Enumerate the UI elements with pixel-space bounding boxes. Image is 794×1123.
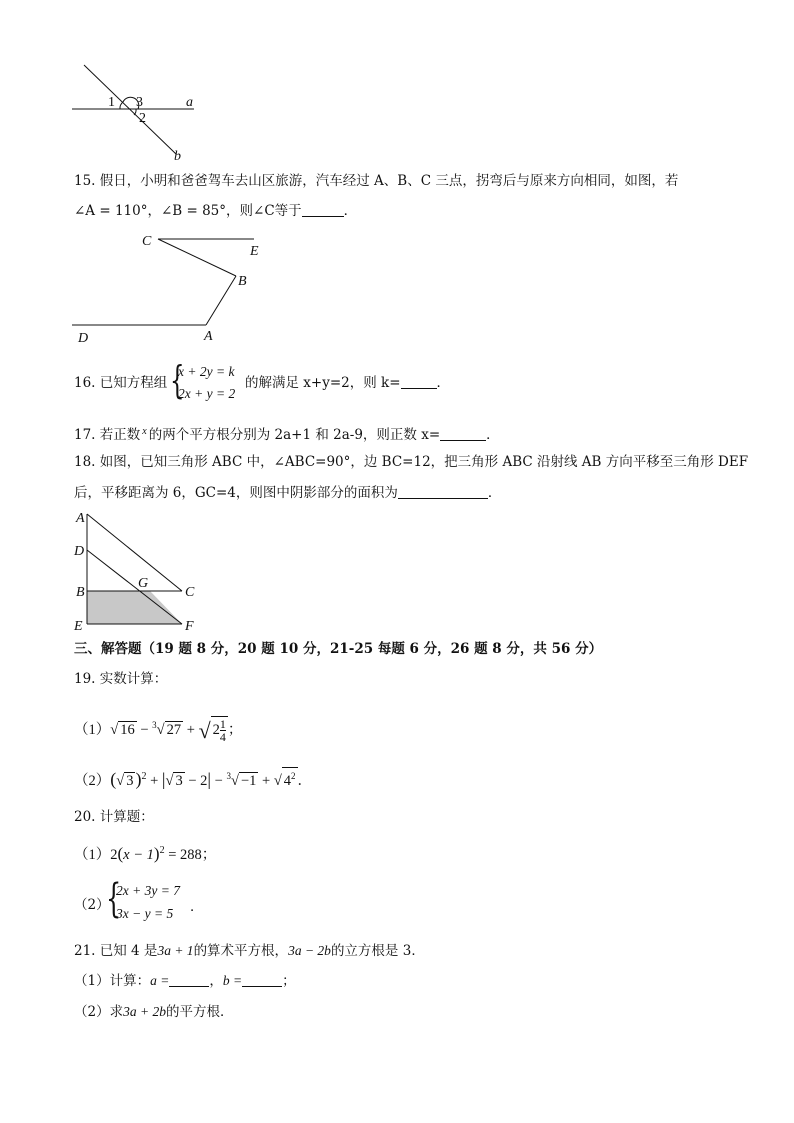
paren-close: ) [135, 768, 142, 789]
point-label-C: C [185, 585, 195, 600]
shaded-region [87, 591, 182, 624]
q21-expr1: 3a + 1 [157, 943, 194, 958]
q19-p1-frac [220, 718, 226, 743]
q16-brace: { [170, 358, 185, 402]
q21-post: 的立方根是 3． [330, 943, 425, 959]
q21-expr3: 3a + 2b [123, 1004, 166, 1019]
q17-x: x [142, 426, 147, 437]
q21-sep: ， [209, 973, 223, 989]
q21-b-blank[interactable] [242, 972, 282, 987]
sqrt-icon: √ [110, 722, 119, 738]
q21-part1 [74, 972, 296, 990]
q19-part1 [74, 716, 242, 743]
angle-arc-1 [120, 102, 123, 109]
q21-p1-end: ； [282, 973, 296, 989]
q21-part2 [74, 1003, 233, 1021]
q21-p1-pre: （1）计算： [74, 973, 151, 989]
q15-line2-text: ∠A = 110°，∠B = 85°，则∠C等于 [74, 203, 302, 219]
q21-pre: 21. 已知 4 是 [74, 943, 158, 959]
sqrt-icon: √ [198, 718, 211, 743]
q19-p1-cb27: 27 [166, 722, 182, 738]
abs-bar: | [161, 768, 166, 789]
q19-p1-sqrt16: 16 [120, 722, 135, 738]
sqrt-icon: √ [116, 772, 125, 789]
minus-sign: − [211, 772, 227, 789]
q20-p1-a: 2 [110, 846, 118, 863]
q19-p1-plus: + [183, 722, 199, 738]
q20-p1-c: = 288 [164, 846, 202, 863]
route-figure-15 [66, 228, 276, 346]
q21-b-eq: b = [222, 973, 243, 988]
q16-eq1: x + 2y = k [178, 364, 235, 379]
point-label-G: G [138, 576, 149, 591]
point-label-E: E [74, 619, 83, 632]
q19-p1-whole: 2 [212, 722, 220, 738]
q16-end: ． [436, 375, 451, 391]
q20-eq2: 3x − y = 5 [116, 906, 174, 921]
angle-figure-14 [66, 62, 206, 164]
point-label-D: D [74, 544, 85, 559]
q16-pre: 16. 已知方程组 [74, 375, 168, 391]
sqrt-icon: √ [165, 772, 174, 789]
cbrt-icon: √ [230, 772, 239, 789]
section3-title: 三、解答题（19 题 8 分，20 题 10 分，21-25 每题 6 分，26 题 8 分，共 56 分） [74, 641, 603, 657]
q15-line1: 15. 假日，小明和爸爸驾车去山区旅游，汽车经过 A、B、C 三点，拐弯后与原来方向相同，如图，若 [74, 173, 679, 189]
q18-line2 [74, 484, 501, 502]
segment-AC [87, 514, 182, 591]
q21-expr2: 3a − 2b [288, 943, 331, 958]
q20-p1-end: ； [201, 846, 217, 863]
q19-p2-dsup: 2 [291, 771, 296, 781]
q19-p2-cb: −1 [240, 772, 257, 789]
q20-title: 20. 计算题： [74, 809, 154, 825]
q19-p1-mixed [211, 716, 228, 743]
q17-pre: 17. 若正数 [74, 427, 141, 443]
line-label-b: b [174, 149, 181, 164]
q19-p1-end: ； [227, 722, 243, 738]
q20-part1 [74, 842, 216, 864]
point-label-E: E [250, 244, 259, 259]
q16-post [245, 374, 450, 392]
abs-bar: | [207, 768, 212, 789]
q19-p2-d-wrap [282, 767, 298, 789]
point-label-A: A [76, 511, 85, 526]
q18-line1: 18. 如图，已知三角形 ABC 中，∠ABC=90°，边 BC=12，把三角形 ABC 沿射线 AB 方向平移至三角形 DEF [74, 454, 749, 470]
q17-end: ． [486, 427, 500, 443]
q19-p2-b: 3 [175, 772, 183, 789]
paren-close: ) [153, 843, 160, 863]
point-label-A: A [204, 329, 213, 344]
q20-p2-label: （2） [74, 897, 110, 913]
q21-a-eq: a = [150, 973, 170, 988]
point-label-F: F [185, 619, 194, 632]
q19-p2-end: ． [297, 772, 313, 789]
sqrt-icon: √ [273, 772, 282, 789]
q21-a-blank[interactable] [169, 972, 209, 987]
paren-open: ( [117, 843, 124, 863]
q16-post-text: 的解满足 x+y=2，则 k= [245, 375, 401, 391]
q19-p2-c: − 2 [184, 772, 208, 789]
q17-mid: 的两个平方根分别为 2a+1 和 2a-9，则正数 x= [148, 427, 441, 443]
q19-p2-sup: 2 [141, 771, 147, 782]
q17-answer-blank[interactable] [440, 426, 486, 441]
segment-BA [206, 276, 236, 325]
angle-label-2: 2 [139, 111, 146, 126]
segment-CB [158, 239, 236, 276]
cbrt-icon: √ [156, 722, 165, 738]
q19-p2-a: 3 [126, 772, 134, 789]
q20-p1-label: （1） [74, 846, 111, 863]
q20-p2-end: ． [190, 899, 204, 915]
q21-p2-post: 的平方根． [165, 1004, 234, 1020]
q19-p1-label: （1） [74, 722, 111, 738]
q15-line2 [74, 202, 357, 220]
q19-p1-num: 1 [219, 717, 226, 732]
q18-answer-blank[interactable] [398, 484, 488, 499]
q19-p2-label: （2） [74, 772, 111, 789]
q20-eq1: 2x + 3y = 7 [116, 883, 180, 898]
q19-p1-den: 4 [219, 730, 226, 745]
plus-sign: + [258, 772, 274, 789]
q19-p2-d: 4 [283, 772, 292, 789]
angle-label-1: 1 [108, 95, 115, 110]
translation-figure-18 [70, 506, 210, 632]
line-label-a: a [186, 95, 193, 110]
q16-answer-blank[interactable] [401, 374, 437, 389]
point-label-B: B [238, 274, 247, 289]
q20-p1-sup: 2 [159, 845, 165, 856]
q20-brace: { [106, 876, 122, 922]
q15-answer-blank[interactable] [302, 202, 344, 217]
point-label-B: B [76, 585, 85, 600]
angle-label-3: 3 [136, 95, 143, 110]
q18-line2-text: 后，平移距离为 6，GC=4，则图中阴影部分的面积为 [74, 485, 398, 501]
q19-p1-cbidx: 3 [152, 720, 157, 731]
paren-open: ( [110, 768, 117, 789]
q17-line [74, 423, 500, 444]
q19-title: 19. 实数计算： [74, 671, 168, 687]
plus-sign: + [146, 772, 162, 789]
q15-line2-end: ． [343, 203, 358, 219]
q19-p1-minus: − [136, 722, 153, 738]
q21-mid: 的算术平方根， [193, 943, 289, 959]
q21-line1 [74, 942, 425, 960]
q18-line2-end: ． [487, 485, 502, 501]
point-label-D: D [78, 331, 89, 346]
q16-eq2: 2x + y = 2 [178, 386, 236, 401]
point-label-C: C [142, 234, 152, 249]
q19-part2 [74, 767, 312, 790]
q21-p2-pre: （2）求 [74, 1004, 124, 1020]
q20-p1-b: x − 1 [123, 846, 154, 863]
q19-p2-cbidx: 3 [226, 771, 231, 781]
